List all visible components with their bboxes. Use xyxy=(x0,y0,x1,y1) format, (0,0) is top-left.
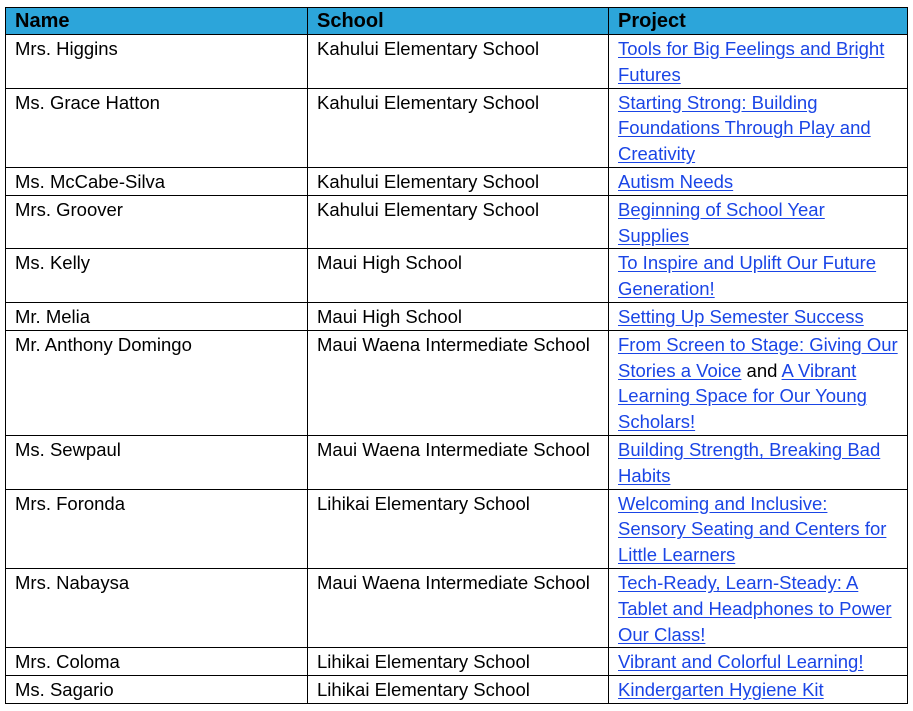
school-cell: Kahului Elementary School xyxy=(308,35,609,89)
project-cell xyxy=(609,88,908,167)
project-cell xyxy=(609,568,908,647)
school-cell: Lihikai Elementary School xyxy=(308,648,609,676)
table-row xyxy=(6,249,908,303)
teacher-name-cell: Ms. McCabe-Silva xyxy=(6,167,308,195)
table-row xyxy=(6,435,908,489)
teacher-name-cell: Ms. Kelly xyxy=(6,249,308,303)
school-cell: Lihikai Elementary School xyxy=(308,489,609,568)
project-link[interactable]: Setting Up Semester Success xyxy=(618,305,864,327)
school-cell: Lihikai Elementary School xyxy=(308,676,609,704)
column-header-name: Name xyxy=(6,8,308,35)
column-header-school: School xyxy=(308,8,609,35)
teacher-name-cell: Mr. Anthony Domingo xyxy=(6,330,308,435)
school-cell: Kahului Elementary School xyxy=(308,167,609,195)
teacher-name-cell: Mrs. Foronda xyxy=(6,489,308,568)
teacher-name-cell: Mrs. Groover xyxy=(6,195,308,249)
teacher-name-cell: Mrs. Higgins xyxy=(6,35,308,89)
project-link[interactable]: Building Strength, Breaking Bad Habits xyxy=(618,438,881,486)
table-row xyxy=(6,648,908,676)
table-row xyxy=(6,302,908,330)
teacher-name-cell: Ms. Sewpaul xyxy=(6,435,308,489)
school-cell: Kahului Elementary School xyxy=(308,195,609,249)
project-link[interactable]: Autism Needs xyxy=(618,170,734,192)
project-link[interactable]: Beginning of School Year Supplies xyxy=(618,198,825,246)
project-link[interactable]: Tools for Big Feelings and Bright Futures xyxy=(618,38,885,85)
teacher-name-cell: Mrs. Coloma xyxy=(6,648,308,676)
project-cell xyxy=(609,648,908,676)
table-row xyxy=(6,489,908,568)
teacher-name-cell: Ms. Sagario xyxy=(6,676,308,704)
project-link[interactable]: To Inspire and Uplift Our Future Generation! xyxy=(618,252,877,300)
project-cell xyxy=(609,302,908,330)
school-cell: Maui Waena Intermediate School xyxy=(308,568,609,647)
project-cell xyxy=(609,676,908,704)
project-link[interactable]: From Screen to Stage: Giving Our Stories a Voice xyxy=(618,333,898,381)
table-row xyxy=(6,195,908,249)
project-joiner: and xyxy=(746,359,778,381)
project-link[interactable]: A Vibrant Learning Space for Our Young Scholars! xyxy=(618,359,867,433)
teacher-name-cell: Ms. Grace Hatton xyxy=(6,88,308,167)
table-row xyxy=(6,167,908,195)
project-cell xyxy=(609,167,908,195)
school-cell: Maui High School xyxy=(308,249,609,303)
school-cell: Maui High School xyxy=(308,302,609,330)
project-cell xyxy=(609,35,908,89)
project-link[interactable]: Kindergarten Hygiene Kit xyxy=(618,679,824,701)
table-row xyxy=(6,35,908,89)
school-cell: Maui Waena Intermediate School xyxy=(308,330,609,435)
table-row xyxy=(6,330,908,435)
column-header-project: Project xyxy=(609,8,908,35)
table-row xyxy=(6,568,908,647)
school-cell: Kahului Elementary School xyxy=(308,88,609,167)
teacher-name-cell: Mrs. Nabaysa xyxy=(6,568,308,647)
project-cell xyxy=(609,489,908,568)
project-cell xyxy=(609,249,908,303)
project-cell xyxy=(609,435,908,489)
project-cell xyxy=(609,330,908,435)
teacher-name-cell: Mr. Melia xyxy=(6,302,308,330)
school-cell: Maui Waena Intermediate School xyxy=(308,435,609,489)
project-link[interactable]: Tech-Ready, Learn-Steady: A Tablet and Headphones to Power Our Class! xyxy=(618,571,892,645)
table-row xyxy=(6,88,908,167)
project-link[interactable]: Vibrant and Colorful Learning! xyxy=(618,651,864,673)
project-link[interactable]: Welcoming and Inclusive: Sensory Seating and Centers for Little Learners xyxy=(618,492,887,566)
header-row xyxy=(6,8,908,35)
table-row xyxy=(6,676,908,704)
project-cell xyxy=(609,195,908,249)
project-link[interactable]: Starting Strong: Building Foundations Through Play and Creativity xyxy=(618,91,871,165)
teacher-projects-table xyxy=(5,7,908,704)
